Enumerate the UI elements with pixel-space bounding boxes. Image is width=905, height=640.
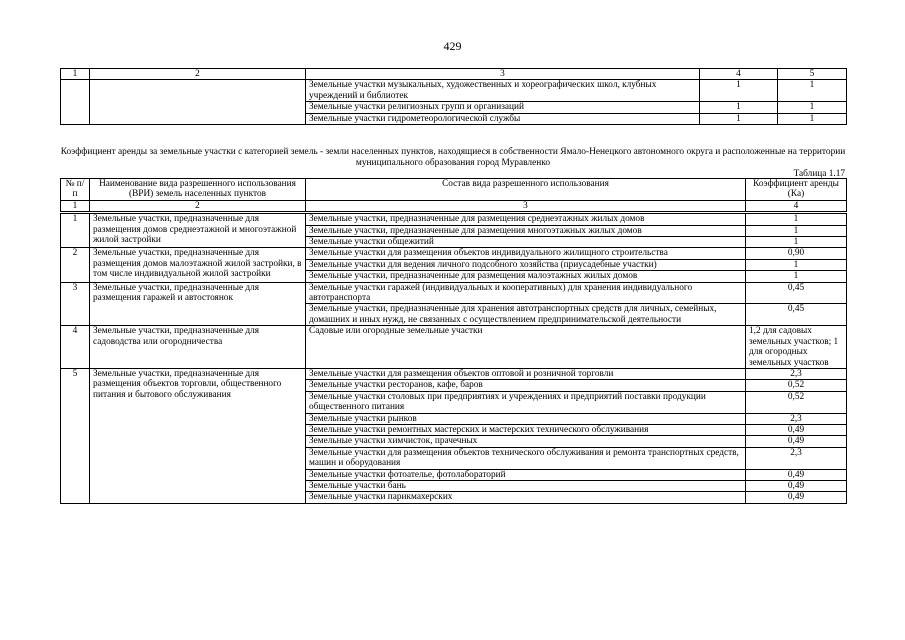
- header-name: Наименование вида разрешенного использования (ВРИ) земель населенных пунктов: [90, 179, 306, 201]
- empty-cell: [61, 80, 90, 125]
- composition-cell: Земельные участки для размещения объектов технического обслуживания и ремонта транспортных средств, машин и оборудования: [306, 447, 746, 469]
- value-cell: 1: [700, 113, 778, 124]
- composition-cell: Земельные участки фотоателье, фотолабораторий: [306, 469, 746, 480]
- composition-cell: Земельные участки химчисток, прачечных: [306, 436, 746, 447]
- composition-cell: Земельные участки рынков: [306, 413, 746, 424]
- coefficient-cell: 0,49: [746, 492, 847, 503]
- coefficient-cell: 0,49: [746, 469, 847, 480]
- coefficient-cell: 1: [746, 237, 847, 248]
- table-row: [61, 213, 847, 225]
- composition-cell: Земельные участки для размещения объектов оптовой и розничной торговли: [306, 368, 746, 379]
- composition-cell: Земельные участки парикмахерских: [306, 492, 746, 503]
- row-number: 3: [61, 282, 90, 326]
- value-cell: 1: [778, 113, 847, 124]
- value-cell: 1: [700, 102, 778, 113]
- column-number: 4: [746, 200, 847, 212]
- coefficient-cell: 0,52: [746, 391, 847, 413]
- composition-cell: Земельные участки, предназначенные для размещения малоэтажных жилых домов: [306, 271, 746, 282]
- coefficient-cell: 1,2 для садовых земельных участков; 1 для огородных земельных участков: [746, 326, 847, 369]
- composition-cell: Земельные участки общежитий: [306, 237, 746, 248]
- column-number: 2: [90, 200, 306, 212]
- column-number: 2: [90, 69, 306, 80]
- column-number: 3: [306, 69, 700, 80]
- coefficient-cell: 2,3: [746, 368, 847, 379]
- column-number: 3: [306, 200, 746, 212]
- row-number: 4: [61, 326, 90, 369]
- land-use-name: Земельные участки, предназначенные для размещения гаражей и автостоянок: [90, 282, 306, 326]
- table-caption: Коэффициент аренды за земельные участки с категорией земель - земли населенных пунктов, находящиеся в собственности Ямало-Ненецкого автономного округа и расположенные на территории муниципального образования город Муравленко: [60, 147, 846, 168]
- coefficient-cell: 2,3: [746, 413, 847, 424]
- composition-cell: Земельные участки, предназначенные для хранения автотранспортных средств для личных, семейных, домашних и иных нужд, не связанных с осуществлением предпринимательской деятельности: [306, 304, 746, 326]
- composition-cell: Земельные участки для ведения личного подсобного хозяйства (приусадебные участки): [306, 259, 746, 270]
- continuation-table: [60, 68, 847, 125]
- composition-cell: Земельные участки, предназначенные для размещения среднеэтажных жилых домов: [306, 213, 746, 225]
- coefficient-cell: 1: [746, 259, 847, 270]
- header-num: № п/п: [61, 179, 90, 201]
- page-number: 429: [443, 39, 462, 53]
- coefficient-cell: 1: [746, 213, 847, 225]
- table-row: [61, 248, 847, 259]
- land-use-name: Земельные участки, предназначенные для размещения домов малоэтажной жилой застройки, в том числе индивидуальной жилой застройки: [90, 248, 306, 282]
- column-number-row: [61, 200, 847, 212]
- table-header-row: [61, 179, 847, 201]
- land-use-name: Земельные участки, предназначенные для размещения объектов торговли, общественного питания и бытового обслуживания: [90, 368, 306, 503]
- composition-cell: Земельные участки религиозных групп и организаций: [306, 102, 700, 113]
- composition-cell: Садовые или огородные земельные участки: [306, 326, 746, 369]
- composition-cell: Земельные участки музыкальных, художественных и хореографических школ, клубных учреждений и библиотек: [306, 80, 700, 102]
- table-row: [61, 368, 847, 379]
- table-row: [61, 326, 847, 369]
- table-row: [61, 282, 847, 304]
- composition-cell: Земельные участки бань: [306, 480, 746, 491]
- coefficient-cell: 0,52: [746, 380, 847, 391]
- column-number: 1: [61, 200, 90, 212]
- value-cell: 1: [778, 80, 847, 102]
- value-cell: 1: [700, 80, 778, 102]
- coefficient-cell: 2,3: [746, 447, 847, 469]
- row-number: 2: [61, 248, 90, 282]
- coefficient-cell: 0,49: [746, 424, 847, 435]
- row-number: 5: [61, 368, 90, 503]
- coefficient-table: [60, 178, 847, 504]
- coefficient-cell: 1: [746, 271, 847, 282]
- coefficient-cell: 1: [746, 225, 847, 236]
- coefficient-cell: 0,45: [746, 304, 847, 326]
- land-use-name: Земельные участки, предназначенные для размещения домов среднеэтажной и многоэтажной жилой застройки: [90, 213, 306, 248]
- composition-cell: Земельные участки для размещения объектов индивидуального жилищного строительства: [306, 248, 746, 259]
- header-composition: Состав вида разрешенного использования: [306, 179, 746, 201]
- coefficient-cell: 0,49: [746, 436, 847, 447]
- composition-cell: Земельные участки столовых при предприятиях и учреждениях и предприятий поставки продукции общественного питания: [306, 391, 746, 413]
- land-use-name: Земельные участки, предназначенные для садоводства или огородничества: [90, 326, 306, 369]
- coefficient-cell: 0,45: [746, 282, 847, 304]
- column-number: 5: [778, 69, 847, 80]
- composition-cell: Земельные участки гидрометеорологической службы: [306, 113, 700, 124]
- column-number: 4: [700, 69, 778, 80]
- row-number: 1: [61, 213, 90, 248]
- coefficient-cell: 0,49: [746, 480, 847, 491]
- table-row: [61, 80, 847, 102]
- empty-cell: [90, 80, 306, 125]
- table-header-row: [61, 69, 847, 80]
- column-number: 1: [61, 69, 90, 80]
- table-label: Таблица 1.17: [793, 169, 845, 179]
- header-coefficient: Коэффициент аренды (Ка): [746, 179, 847, 201]
- composition-cell: Земельные участки ресторанов, кафе, баров: [306, 380, 746, 391]
- composition-cell: Земельные участки ремонтных мастерских и мастерских технического обслуживания: [306, 424, 746, 435]
- value-cell: 1: [778, 102, 847, 113]
- composition-cell: Земельные участки, предназначенные для размещения многоэтажных жилых домов: [306, 225, 746, 236]
- coefficient-cell: 0,90: [746, 248, 847, 259]
- composition-cell: Земельные участки гаражей (индивидуальных и кооперативных) для хранения индивидуального автотранспорта: [306, 282, 746, 304]
